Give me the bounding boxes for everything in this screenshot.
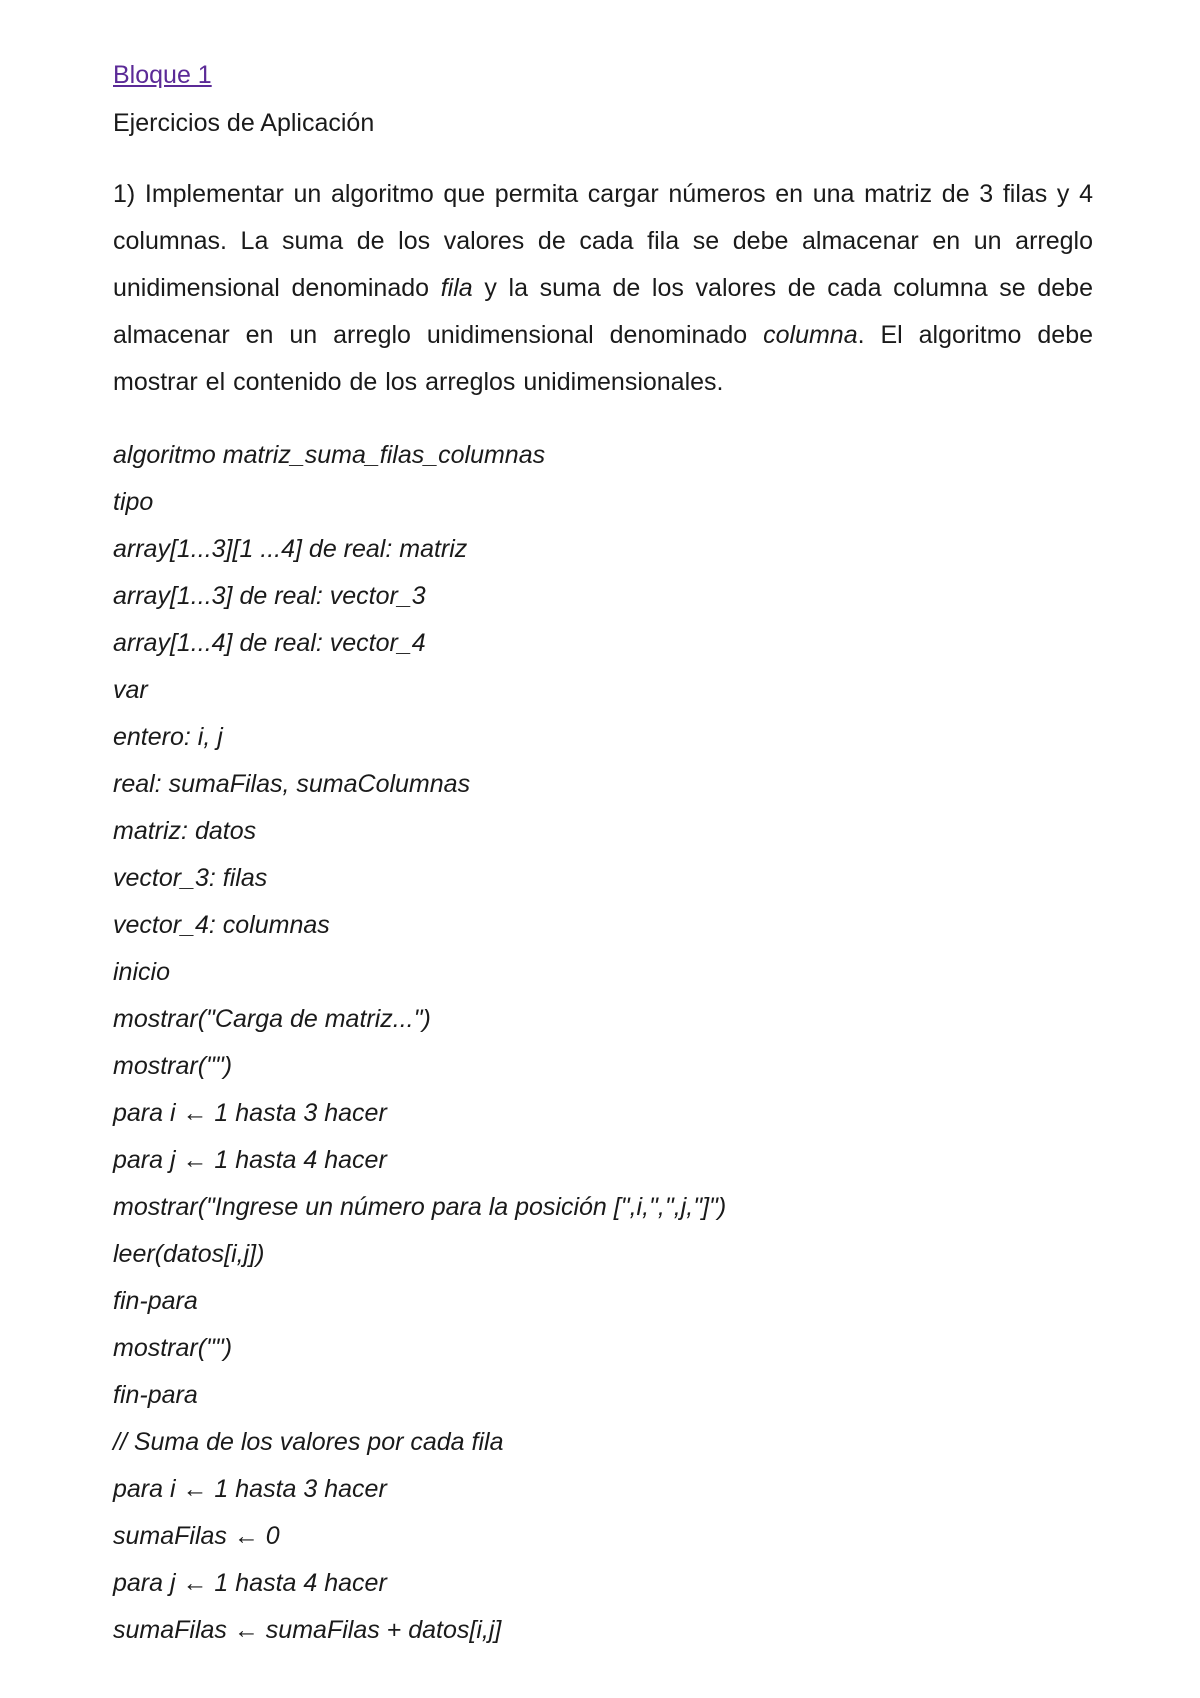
code-line: para j ← 1 hasta 4 hacer xyxy=(113,1146,387,1174)
code-line: var xyxy=(113,676,148,704)
code-line: array[1...4] de real: vector_4 xyxy=(113,629,426,657)
code-line: real: sumaFilas, sumaColumnas xyxy=(113,770,471,798)
term-fila: fila xyxy=(440,274,473,302)
code-line: algoritmo matriz_suma_filas_columnas xyxy=(113,441,546,469)
code-line: mostrar("") xyxy=(113,1334,233,1362)
code-line: mostrar("") xyxy=(113,1052,233,1080)
code-line: entero: i, j xyxy=(113,723,223,751)
code-line: mostrar("Ingrese un número para la posición [",i,",",j,"]") xyxy=(113,1193,727,1221)
code-line: fin-para xyxy=(113,1287,198,1315)
exercise-statement xyxy=(113,171,1093,406)
code-line: inicio xyxy=(113,958,170,986)
exercise-intro: 1) Implementar un algoritmo que permita cargar números en una matriz de 3 filas y 4 columnas. La suma de los valores de cada fila se debe almacenar en un arreglo unidimensional denominado xyxy=(113,180,1093,302)
code-line: para i ← 1 hasta 3 hacer xyxy=(113,1475,387,1503)
code-line: matriz: datos xyxy=(113,817,257,845)
block-link[interactable]: Bloque 1 xyxy=(113,61,212,89)
code-line: para i ← 1 hasta 3 hacer xyxy=(113,1099,387,1127)
code-line: array[1...3] de real: vector_3 xyxy=(113,582,426,610)
pseudocode-block xyxy=(113,432,1093,1654)
code-line: array[1...3][1 ...4] de real: matriz xyxy=(113,535,468,563)
code-line: fin-para xyxy=(113,1381,198,1409)
code-line: sumaFilas ← sumaFilas + datos[i,j] xyxy=(113,1616,502,1644)
document-content xyxy=(113,55,1093,1654)
section-subtitle: Ejercicios de Aplicación xyxy=(113,109,375,137)
code-line: // Suma de los valores por cada fila xyxy=(113,1428,504,1456)
exercise-middle: y la suma de los valores de cada columna se debe almacenar en un arreglo unidimensional denominado xyxy=(113,274,1093,349)
code-line: para j ← 1 hasta 4 hacer xyxy=(113,1569,387,1597)
code-line: leer(datos[i,j]) xyxy=(113,1240,265,1268)
code-line: vector_4: columnas xyxy=(113,911,330,939)
term-columna: columna xyxy=(763,321,858,349)
code-line: vector_3: filas xyxy=(113,864,268,892)
code-line: tipo xyxy=(113,488,154,516)
code-line: mostrar("Carga de matriz...") xyxy=(113,1005,431,1033)
code-line: sumaFilas ← 0 xyxy=(113,1522,280,1550)
exercise-outro: . El algoritmo debe mostrar el contenido de los arreglos unidimensionales. xyxy=(113,321,1093,396)
